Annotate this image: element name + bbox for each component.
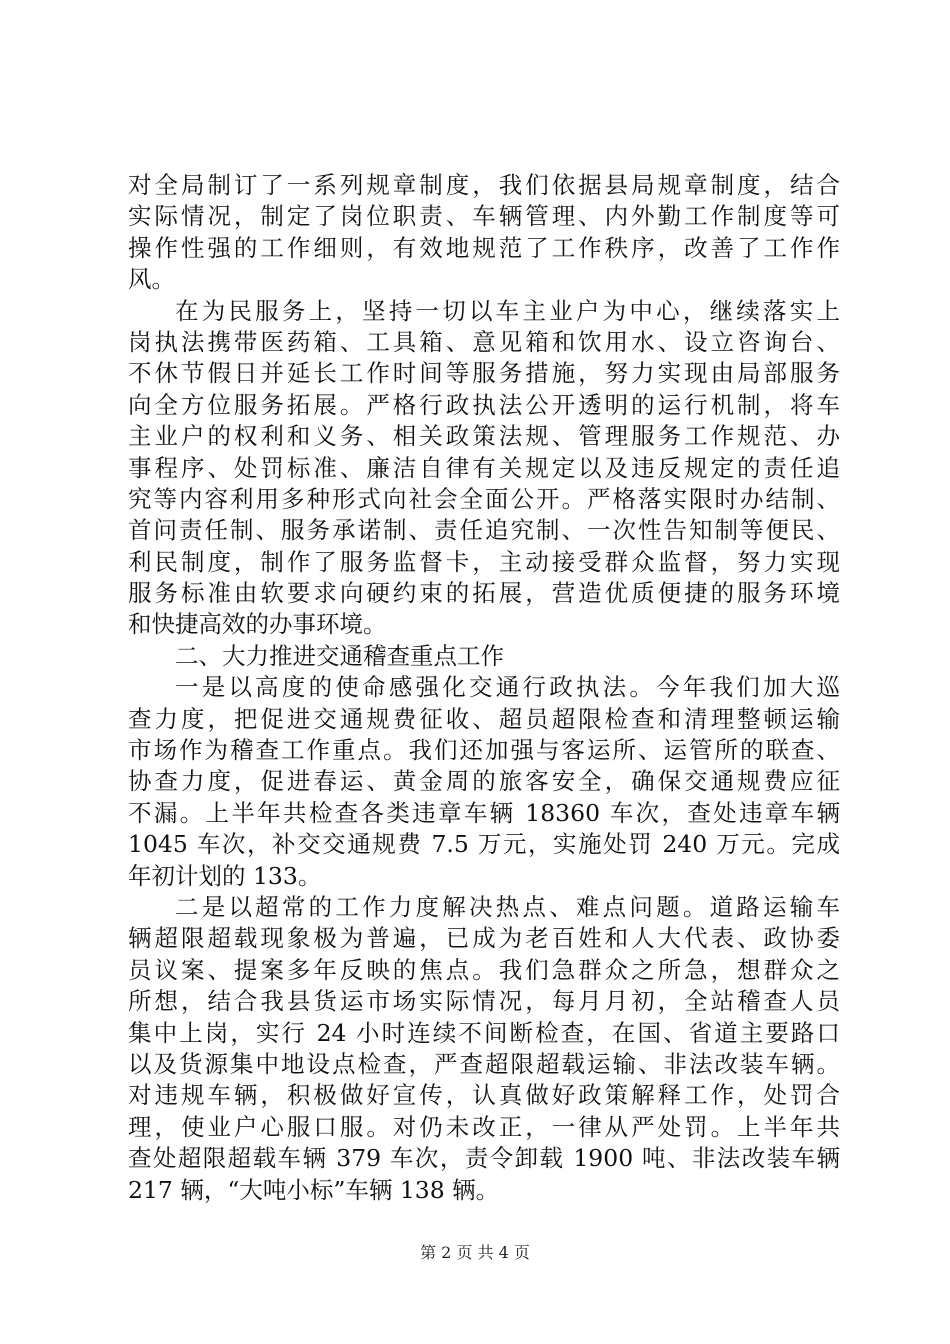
text-line: 利民制度，制作了服务监督卡，主动接受群众监督，努力实现	[128, 547, 840, 576]
text-line: 二是以超常的工作力度解决热点、难点问题。道路运输车	[175, 892, 840, 921]
text-line: 在为民服务上，坚持一切以车主业户为中心，继续落实上	[175, 296, 840, 325]
paragraph	[128, 892, 840, 1206]
text-line: 事程序、处罚标准、廉洁自律有关规定以及违反规定的责任追	[128, 453, 840, 482]
text-line: 风。	[128, 265, 175, 294]
text-line: 理，使业户心服口服。对仍未改正，一律从严处罚。上半年共	[128, 1112, 840, 1141]
text-line: 员议案、提案多年反映的焦点。我们急群众之所急，想群众之	[128, 955, 840, 984]
text-line: 查力度，把促进交通规费征收、超员超限检查和清理整顿运输	[128, 704, 840, 733]
text-line: 协查力度，促进春运、黄金周的旅客安全，确保交通规费应征	[128, 767, 840, 796]
text-line: 集中上岗，实行 24 小时连续不间断检查，在国、省道主要路口	[128, 1018, 840, 1047]
paragraph	[128, 170, 840, 296]
text-line: 所想，结合我县货运市场实际情况，每月月初，全站稽查人员	[128, 987, 840, 1016]
text-line: 实际情况，制定了岗位职责、车辆管理、内外勤工作制度等可	[128, 202, 840, 231]
text-line: 对全局制订了一系列规章制度，我们依据县局规章制度，结合	[128, 171, 840, 199]
document-body	[128, 170, 840, 1206]
text-line: 不漏。上半年共检查各类违章车辆 18360 车次，查处违章车辆	[128, 798, 840, 827]
text-line: 服务标准由软要求向硬约束的拓展，营造优质便捷的服务环境	[128, 579, 840, 608]
text-line: 操作性强的工作细则，有效地规范了工作秩序，改善了工作作	[128, 233, 840, 262]
section-heading-text: 二、大力推进交通稽查重点工作	[175, 641, 504, 670]
text-line: 1045 车次，补交交通规费 7.5 万元，实施处罚 240 万元。完成	[128, 830, 840, 859]
text-line: 向全方位服务拓展。严格行政执法公开透明的运行机制，将车	[128, 390, 840, 419]
section-heading	[128, 641, 840, 672]
text-line: 查处超限超载车辆 379 车次，责令卸载 1900 吨、非法改装车辆	[128, 1144, 840, 1173]
text-line: 主业户的权利和义务、相关政策法规、管理服务工作规范、办	[128, 422, 840, 451]
paragraph	[128, 672, 840, 892]
page-number-footer: 第 2 页 共 4 页	[420, 1243, 530, 1262]
text-line: 不休节假日并延长工作时间等服务措施，努力实现由局部服务	[128, 359, 840, 388]
paragraph	[128, 296, 840, 641]
text-line: 岗执法携带医药箱、工具箱、意见箱和饮用水、设立咨询台、	[128, 327, 840, 356]
text-line: 和快捷高效的办事环境。	[128, 610, 387, 639]
text-line: 以及货源集中地设点检查，严查超限超载运输、非法改装车辆。	[128, 1049, 840, 1078]
text-line: 一是以高度的使命感强化交通行政执法。今年我们加大巡	[175, 673, 840, 702]
text-line: 217 辆，“大吨小标”车辆 138 辆。	[128, 1175, 500, 1204]
text-line: 首问责任制、服务承诺制、责任追究制、一次性告知制等便民、	[128, 516, 840, 545]
text-line: 对违规车辆，积极做好宣传，认真做好政策解释工作，处罚合	[128, 1081, 840, 1110]
text-line: 年初计划的 133。	[128, 861, 322, 890]
text-line: 辆超限超载现象极为普遍，已成为老百姓和人大代表、政协委	[128, 924, 840, 953]
text-line: 市场作为稽查工作重点。我们还加强与客运所、运管所的联查、	[128, 736, 840, 765]
text-line: 究等内容利用多种形式向社会全面公开。严格落实限时办结制、	[128, 484, 840, 513]
